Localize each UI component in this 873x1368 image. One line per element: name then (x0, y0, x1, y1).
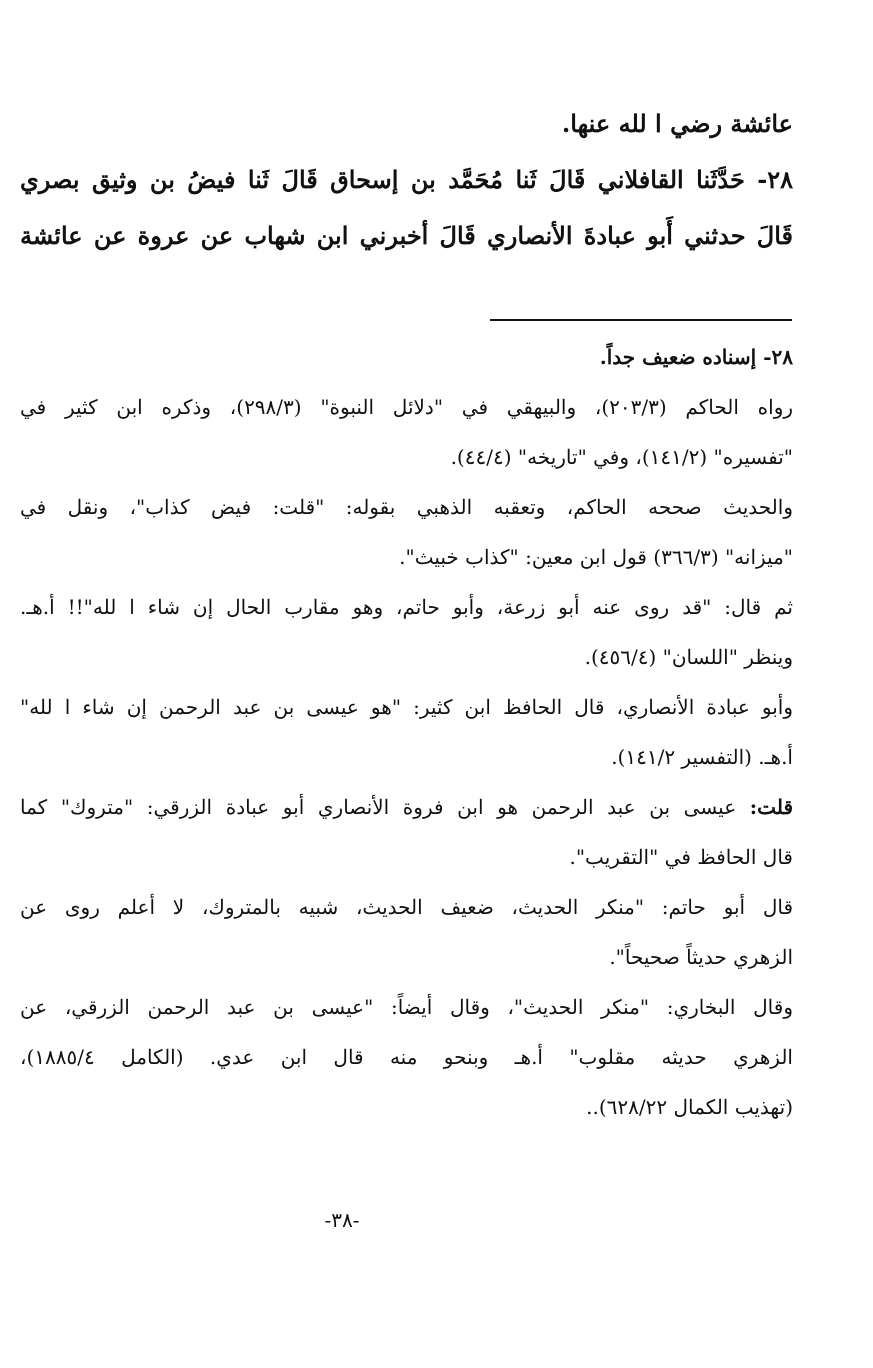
footnote-line-text: الزهري حديثاً صحيحاً". (609, 945, 793, 969)
footnote-line-text: وأبو عبادة الأنصاري، قال الحافظ ابن كثير: "هو عيسى بن عبد الرحمن إن شاء ا لله" (20, 695, 793, 719)
footnote-heading: ٢٨- إسناده ضعيف جداً. (599, 345, 793, 369)
footnote-line-12 (20, 932, 793, 982)
footnote-line-3 (20, 482, 793, 532)
footnote-line-text: والحديث صححه الحاكم، وتعقبه الذهبي بقوله: "قلت: فيض كذاب"، ونقل في (20, 495, 793, 519)
footnote-line-text: قال الحافظ في "التقريب". (569, 845, 793, 869)
footnote-line-9 (20, 782, 793, 832)
main-text-line-3: قَالَ حدثني أَبو عبادةَ الأنصاري قَالَ أخبرني ابن شهاب عن عروة عن عائشة (20, 221, 793, 250)
footnote-line-text: الزهري حديثه مقلوب" أ.هـ وبنحو منه قال ابن عدي. (الكامل ١٨٨٥/٤)، (20, 1045, 793, 1069)
footnote-line-text: (تهذيب الكمال ٦٢٨/٢٢).. (586, 1095, 793, 1119)
footnote-lead-word: قلت: (749, 795, 793, 819)
footnote-line-14 (20, 1032, 793, 1082)
footnote-line-15 (20, 1082, 793, 1132)
footnote-line-10 (20, 832, 793, 882)
footnote-line-text: ثم قال: "قد روى عنه أبو زرعة، وأبو حاتم، وهو مقارب الحال إن شاء ا لله"!! أ.هـ. (20, 595, 793, 619)
footnote-line-2 (20, 432, 793, 482)
footnote-line-text: وينظر "اللسان" (٤٥٦/٤). (584, 645, 793, 669)
footnote-line-text: عيسى بن عبد الرحمن هو ابن فروة الأنصاري أبو عبادة الزرقي: "متروك" كما (20, 795, 750, 819)
footnote-line-8 (20, 732, 793, 782)
footnote-line-13 (20, 982, 793, 1032)
footnote-line-text: "ميزانه" (٣٦٦/٣) قول ابن معين: "كذاب خبيث". (399, 545, 793, 569)
footnote-line-1 (20, 382, 793, 432)
footnote-line-6 (20, 632, 793, 682)
footnote-line-text: أ.هـ. (التفسير ١٤١/٢). (611, 745, 793, 769)
footnote-line-text: وقال البخاري: "منكر الحديث"، وقال أيضاً: "عيسى بن عبد الرحمن الزرقي، عن (20, 995, 793, 1019)
footnote-line-11 (20, 882, 793, 932)
footnote-line-text: "تفسيره" (١٤١/٢)، وفي "تاريخه" (٤٤/٤). (450, 445, 793, 469)
page-number: -٣٨- (324, 1208, 360, 1232)
footnote-line-5 (20, 582, 793, 632)
main-text-line-2: ٢٨- حَدَّثَنا القافلاني قَالَ ثَنا مُحَمَّد بن إسحاق قَالَ ثَنا فيضُ بن وثيق بصري (20, 165, 793, 194)
footnote-line-7 (20, 682, 793, 732)
footnote-separator (490, 319, 792, 321)
footnote-line-text: قال أبو حاتم: "منكر الحديث، ضعيف الحديث، شبيه بالمتروك، لا أعلم روى عن (20, 895, 793, 919)
footnote-line-text: رواه الحاكم (٢٠٣/٣)، والبيهقي في "دلائل النبوة" (٢٩٨/٣)، وذكره ابن كثير في (20, 395, 793, 419)
main-text-line-1: عائشة رضي ا لله عنها. (561, 109, 793, 138)
footnote-line-4 (20, 532, 793, 582)
